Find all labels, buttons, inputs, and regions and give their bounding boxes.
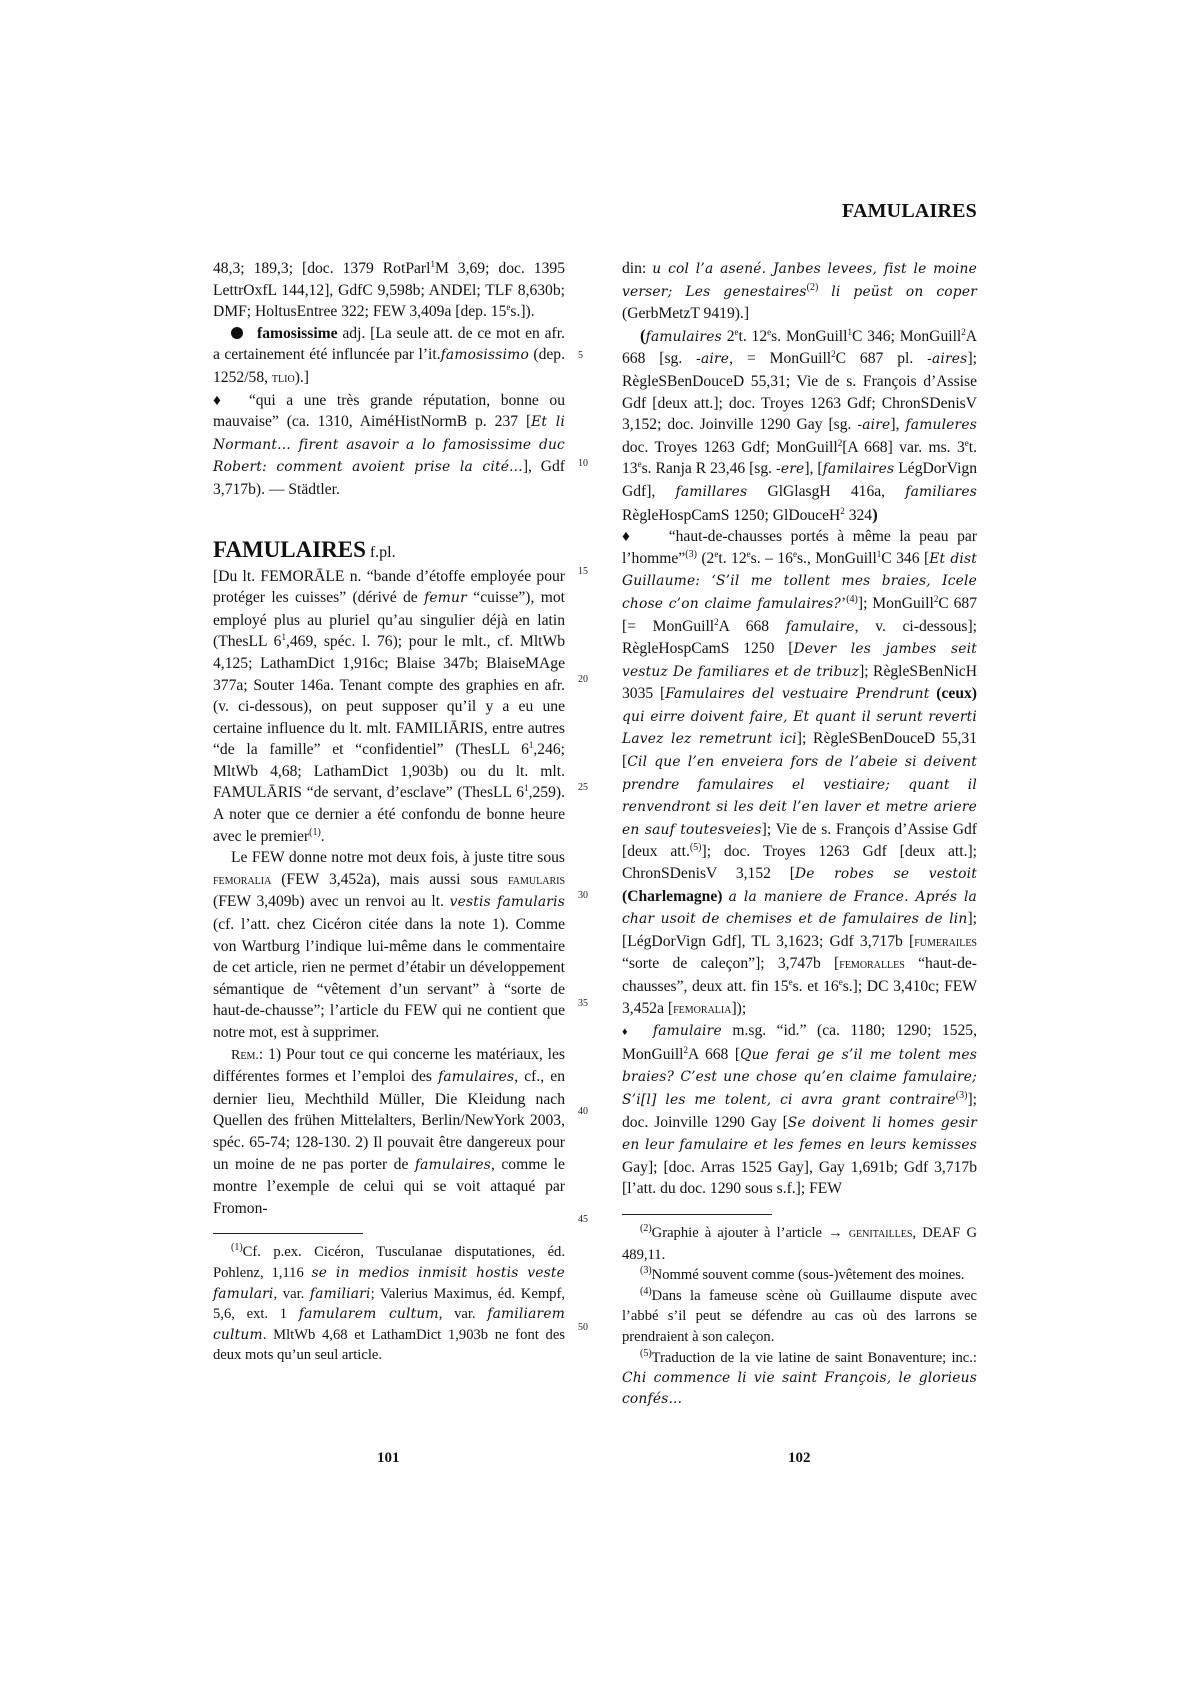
- etymology-paragraph: [Du lt. FEMORĀLE n. “bande d’étoffe employée pour protéger les cuisses” (dérivé de femur “cuisse”), mot employé plus au pluriel qu’au singulier déjà en latin (ThesLL $6^1,469$, spéc. l. 76); pour le mlt., cf. MltWb 4,125; LathamDict 1,916c; Blaise 347b; BlaiseMAge 377a; Souter 146a. Tenant compte des graphies en afr. (v. ci-dessous), on peut supposer qu’il y a eu une certaine influence du lt. mlt. FAMILIĀRIS, entre autres “de la famille” et “confidentiel” (ThesLL $6^1,246$; MltWb 4,68; LathamDict 1,903b) ou du lt. mlt. FAMULĀRIS “de servant, d’esclave” (ThesLL $6^1,259$). A noter que ce dernier a été confondu de bonne heure avec le premier$^{(1)}$.: [213, 567, 565, 845]
- line-number: 15: [578, 566, 588, 577]
- line-number: 25: [578, 782, 588, 793]
- small-diamond-icon: ♦: [622, 1026, 653, 1039]
- forms-paragraph: (famulaires 2et. 12es. MonGuill$^1$C 346; MonGuill$^2$A 668 [sg. -aire, = MonGuill$^2$C 687 pl. -aires]; RègleSBenDouceD 55,31; Vie de s. François d’Assise Gdf [deux att.]; doc. Troyes 1263 Gdf; ChronSDenisV 3,152; doc. Joinville 1290 Gay [sg. -aire], famuleres doc. Troyes 1263 Gdf; MonGuill$^2$[A 668] var. ms. 3et. 13es. Ranja R 23,46 [sg. -ere], [familaires LégDorVign Gdf], famillares GlGlasgH 416a, familiares RègleHospCamS 1250; GlDouceH$^2$ 324): [622, 325, 978, 524]
- footnote-divider: [622, 1214, 772, 1215]
- footnote-1: $^{(1)}$Cf. p.ex. Cicéron, Tusculanae disputationes, éd. Pohlenz, 1,116 se in medios inmisit hostis veste famulari, var. familiari; Valerius Maximus, éd. Kempf, 5,6, ext. 1 famularem cultum, var. familiarem cultum. MltWb 4,68 et LathamDict 1,903b ne font des deux mots qu’un seul article.: [213, 1242, 565, 1364]
- line-number: 50: [578, 1322, 588, 1333]
- footnote-divider: [213, 1233, 363, 1234]
- line-number: 30: [578, 890, 588, 901]
- subentry-definition: ♦ “qui a une très grande réputation, bonne ou mauvaise” (ca. 1310, AiméHistNormB p. 237 [Et li Normant... firent asavoir a lo famosissime duc Robert: comment avoient prise la cité...], Gdf 3,717b). — Städtler.: [213, 391, 565, 498]
- page-number-right: 102: [788, 1450, 811, 1466]
- footnote-ref[interactable]: (3): [955, 1089, 968, 1101]
- footnote-ref[interactable]: (4): [846, 593, 858, 605]
- few-paragraph: Le FEW donne notre mot deux fois, à juste titre sous femoralia (FEW 3,452a), mais aussi sous famularis (FEW 3,409b) avec un renvoi au lt. vestis famularis (cf. l’att. chez Cicéron citée dans la note 1). Comme von Wartburg l’indique lui-même dans le commentaire de cet article, rien ne permet d’étabir un développement sémantique de “vêtement d’un servant” à “sorte de haut-de-chausse”; l’article du FEW qui ne contient que notre mot, est à supprimer.: [213, 849, 565, 1041]
- footnote-3: $^{(3)}$Nommé souvent comme (sous-)vêtement des moines.: [640, 1265, 965, 1284]
- sense-paragraph: ♦ “haut-de-chausses portés à même la peau par l’homme”$^{(3)}$ (2et. 12es. – 16es., MonGuill$^1$C 346 [Et dist Guillaume: ‘S’il me tollent mes braies, Icele chose c’on claime famulaires?’$^{(4)}$]; MonGuill$^2$C 687 [= MonGuill$^2$A 668 famulaire, v. ci-dessous]; RègleHospCamS 1250 [Dever les jambes seit vestuz De familiares et de tribuz]; RègleSBenNicH 3035 [Famulaires del vestuaire Prendrunt (ceux) qui eirre doivent faire, Et quant il serunt reverti Lavez lez remetrunt ici]; RègleSBenDouceD 55,31 [Cil que l’en enveiera fors de l’abeie si deivent prendre famulaires el vestiaire; quant il renvendront si les deit l’en laver et metre ariere en sauf toutesveies]; Vie de s. François d’Assise Gdf [deux att.$^{(5)}$]; doc. Troyes 1263 Gdf [deux att.]; ChronSDenisV 3,152 [De robes se vestoit (Charlemagne) a la maniere de France. Aprés la char usoit de chemises et de famulaires de lin]; [LégDorVign Gdf], TL 3,1623; Gdf 3,717b [fumerailes “sorte de caleçon”]; 3,747b [femoralles “haut-de-chausses”, deux att. fin 15es. et 16es.]; DC 3,410c; FEW 3,452a [femoralia]);: [622, 528, 978, 1017]
- running-header: FAMULAIRES: [842, 200, 977, 222]
- footnote-5: $^{(5)}$Traduction de la vie latine de saint Bonaventure; inc.: Chi commence li vie saint François, le glorieus confés...: [622, 1347, 977, 1407]
- bullet-icon: [231, 327, 243, 339]
- diamond-icon: ♦: [622, 528, 669, 546]
- subentry-headword: famosissime: [257, 324, 338, 342]
- footnote-ref[interactable]: (3): [685, 548, 697, 560]
- line-number: 45: [578, 1214, 588, 1225]
- line-number: 20: [578, 674, 588, 685]
- subentry-famosissime: famosissime adj. [La seule att. de ce mot en afr. a certainement été influncée par l’it.famosissimo (dep. 1252/58, tlio).]: [213, 324, 565, 386]
- footnote-ref[interactable]: (1): [309, 826, 321, 838]
- entry-title: [213, 537, 565, 566]
- footnote-2: $^{(2)}$Graphie à ajouter à l’article → genitailles, DEAF G 489,11.: [622, 1222, 977, 1263]
- line-number: 35: [578, 998, 588, 1009]
- entry-headword: FAMULAIRES: [213, 536, 366, 562]
- line-number: 10: [578, 458, 588, 469]
- footnote-4: $^{(4)}$Dans la fameuse scène où Guillaume dispute avec l’abbé s’il peut se défendre au cas où des larrons se prendraient à son caleçon.: [622, 1285, 977, 1345]
- footnote-ref[interactable]: (2): [806, 281, 819, 293]
- line-number: 40: [578, 1106, 588, 1117]
- footnote-ref[interactable]: (5): [689, 842, 702, 854]
- page-number-left: 101: [377, 1450, 400, 1466]
- line-number: 5: [578, 350, 583, 361]
- footnotes-right: [622, 1223, 977, 1409]
- continuation-paragraph: din: u col l’a asené. Janbes levees, fist le moine verser; Les genestaires$^{(2)}$ li peüst on coper (GerbMetzT 9419).]: [622, 260, 977, 323]
- diamond-icon: ♦: [213, 391, 249, 409]
- sub-sense-paragraph: ♦ famulaire m.sg. “id.” (ca. 1180; 1290; 1525, MonGuill$^2$A 668 [Que ferai ge s’il me tolent mes braies? C’est une chose qu’en claime famulaire; S’i[l] les me tolent, ci avra grant contraire$^{(3)}$]; doc. Joinville 1290 Gay [Se doivent li homes gesir en leur famulaire et les femes en leurs kemisses Gay]; [doc. Arras 1525 Gay], Gay 1,691b; Gdf 3,717b [l’att. du doc. 1290 sous s.f.]; FEW: [622, 1022, 978, 1198]
- continuation-paragraph: 48,3; 189,3; [doc. 1379 RotParl$^1$M 3,69; doc. 1395 LettrOxfL 144,12], GdfC 9,598b; ANDEl; TLF 8,630b; DMF; HoltusEntree 322; FEW 3,409a [dep. 15es.]).: [213, 259, 565, 321]
- right-column: [622, 258, 977, 1409]
- entry-pos: f.pl.: [369, 543, 396, 561]
- left-column: [213, 258, 565, 1366]
- footnotes-left: [213, 1242, 565, 1366]
- remark-paragraph: Rem.: 1) Pour tout ce qui concerne les matériaux, les différentes formes et l’emploi des famulaires, cf., en dernier lieu, Mechthild Müller, Die Kleidung nach Quellen des frühen Mittelalters, Berlin/NewYork 2003, spéc. 65-74; 128-130. 2) Il pouvait être dangereux pour un moine de ne pas porter de famulaires, comme le montre l’exemple de celui qui se voit attaqué par Fromon-: [213, 1045, 565, 1217]
